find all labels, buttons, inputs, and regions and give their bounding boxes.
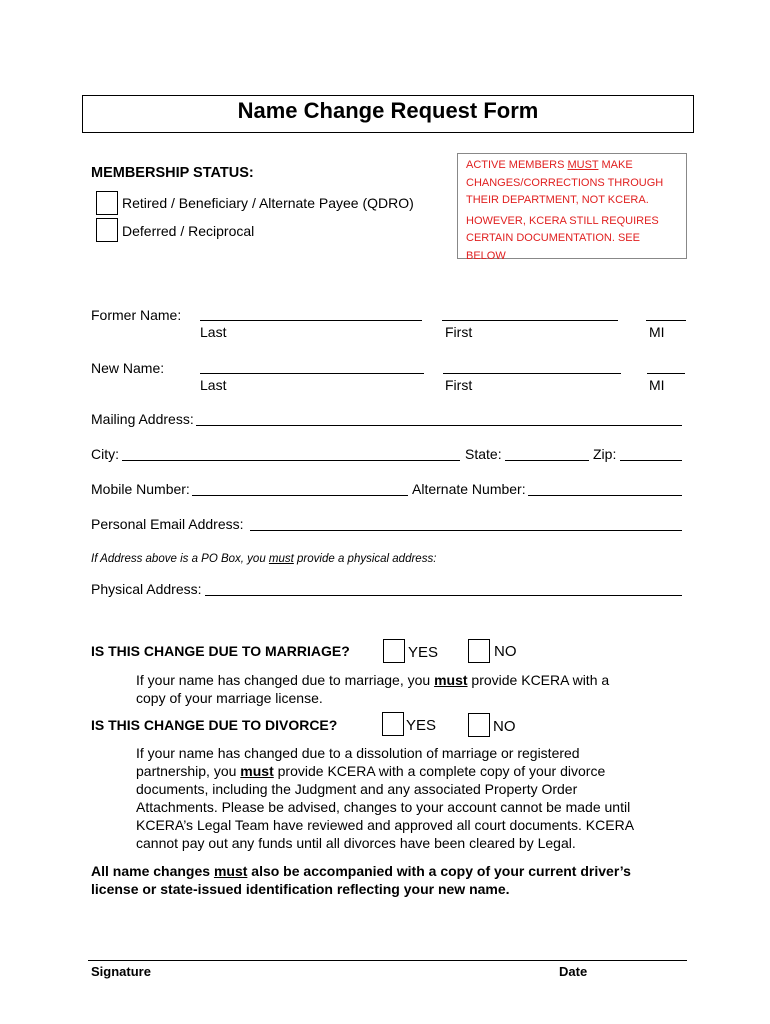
signature-line[interactable] xyxy=(88,960,687,961)
po-box-text: provide a physical address: xyxy=(293,553,437,565)
state-field[interactable] xyxy=(505,460,589,461)
notice-line: CERTAIN DOCUMENTATION. SEE BELOW xyxy=(466,232,640,262)
email-label: Personal Email Address: xyxy=(91,516,244,532)
divorce-text: Attachments. Please be advised, changes to your account cannot be made until xyxy=(136,799,631,815)
notice-must: MUST xyxy=(567,159,599,171)
notice-line: HOWEVER, KCERA STILL REQUIRES xyxy=(466,214,659,227)
mobile-number-field[interactable] xyxy=(192,495,408,496)
divorce-yes-label: YES xyxy=(406,717,437,734)
marriage-text: If your name has changed due to marriage, you xyxy=(136,672,435,688)
deferred-checkbox[interactable] xyxy=(96,218,118,242)
marriage-yes-checkbox[interactable] xyxy=(383,639,405,663)
divorce-text: provide KCERA with a complete copy of your divorce xyxy=(273,763,606,779)
final-note-must: must xyxy=(213,863,248,879)
physical-address-field[interactable] xyxy=(205,595,682,596)
marriage-instructions xyxy=(136,671,696,707)
marriage-text: provide KCERA with a xyxy=(467,672,610,688)
marriage-must: must xyxy=(434,672,468,688)
mailing-address-label: Mailing Address: xyxy=(91,411,194,427)
city-label: City: xyxy=(91,446,119,462)
marriage-text: copy of your marriage license. xyxy=(136,690,323,706)
final-note-text: also be accompanied with a copy of your current driver’s xyxy=(247,863,631,879)
active-members-notice xyxy=(457,153,687,262)
divorce-must: must xyxy=(240,763,274,779)
state-label: State: xyxy=(465,446,502,462)
marriage-yes-label: YES xyxy=(408,644,439,661)
po-box-text: If Address above is a PO Box, you xyxy=(91,553,269,565)
alternate-number-field[interactable] xyxy=(528,495,682,496)
new-mi-field[interactable] xyxy=(647,373,685,374)
zip-label: Zip: xyxy=(593,446,617,462)
notice-text: ACTIVE MEMBERS xyxy=(466,159,568,171)
former-name-label: Former Name: xyxy=(91,307,182,323)
email-field[interactable] xyxy=(250,530,682,531)
zip-field[interactable] xyxy=(620,460,682,461)
new-first-field[interactable] xyxy=(443,373,621,374)
final-note-text: license or state-issued identification reflecting your new name. xyxy=(91,881,510,897)
retired-checkbox[interactable] xyxy=(96,191,118,215)
alternate-number-label: Alternate Number: xyxy=(412,481,526,497)
deferred-label: Deferred / Reciprocal xyxy=(122,223,255,239)
date-label: Date xyxy=(559,964,588,979)
former-mi-caption: MI xyxy=(649,324,665,340)
new-last-field[interactable] xyxy=(200,373,424,374)
signature-label: Signature xyxy=(91,964,151,979)
former-mi-field[interactable] xyxy=(646,320,686,321)
new-mi-caption: MI xyxy=(649,377,665,393)
former-first-field[interactable] xyxy=(442,320,618,321)
new-first-caption: First xyxy=(445,377,473,393)
marriage-question: IS THIS CHANGE DUE TO MARRIAGE? xyxy=(91,643,350,659)
divorce-text: cannot pay out any funds until all divorces have been cleared by Legal. xyxy=(136,835,576,851)
divorce-instructions xyxy=(136,744,696,852)
divorce-text: KCERA’s Legal Team have reviewed and approved all court documents. KCERA xyxy=(136,817,635,833)
final-note-text: All name changes xyxy=(91,863,214,879)
notice-line: THEIR DEPARTMENT, NOT KCERA. xyxy=(466,194,649,206)
divorce-no-label: NO xyxy=(493,718,516,735)
divorce-yes-checkbox[interactable] xyxy=(382,712,404,736)
mailing-address-field[interactable] xyxy=(196,425,682,426)
membership-status-label: MEMBERSHIP STATUS: xyxy=(91,165,254,181)
mobile-number-label: Mobile Number: xyxy=(91,481,190,497)
title-box xyxy=(82,95,694,133)
retired-label: Retired / Beneficiary / Alternate Payee (QDRO) xyxy=(122,195,414,211)
marriage-no-label: NO xyxy=(494,643,517,660)
former-last-caption: Last xyxy=(200,324,227,340)
divorce-text: If your name has changed due to a dissolution of marriage or registered xyxy=(136,745,580,761)
notice-line: CHANGES/CORRECTIONS THROUGH xyxy=(466,176,664,189)
divorce-text: documents, including the Judgment and any associated Property Order xyxy=(136,781,578,797)
new-last-caption: Last xyxy=(200,377,227,393)
notice-text: MAKE xyxy=(598,159,633,171)
city-field[interactable] xyxy=(122,460,460,461)
former-last-field[interactable] xyxy=(200,320,422,321)
former-first-caption: First xyxy=(445,324,473,340)
divorce-question: IS THIS CHANGE DUE TO DIVORCE? xyxy=(91,717,338,733)
page-title: Name Change Request Form xyxy=(237,98,539,123)
po-box-note xyxy=(91,553,436,565)
new-name-label: New Name: xyxy=(91,360,165,376)
divorce-text: partnership, you xyxy=(136,763,241,779)
physical-address-label: Physical Address: xyxy=(91,581,202,597)
divorce-no-checkbox[interactable] xyxy=(468,713,490,737)
po-box-must: must xyxy=(268,553,294,565)
final-note xyxy=(91,862,691,898)
marriage-no-checkbox[interactable] xyxy=(468,639,490,663)
